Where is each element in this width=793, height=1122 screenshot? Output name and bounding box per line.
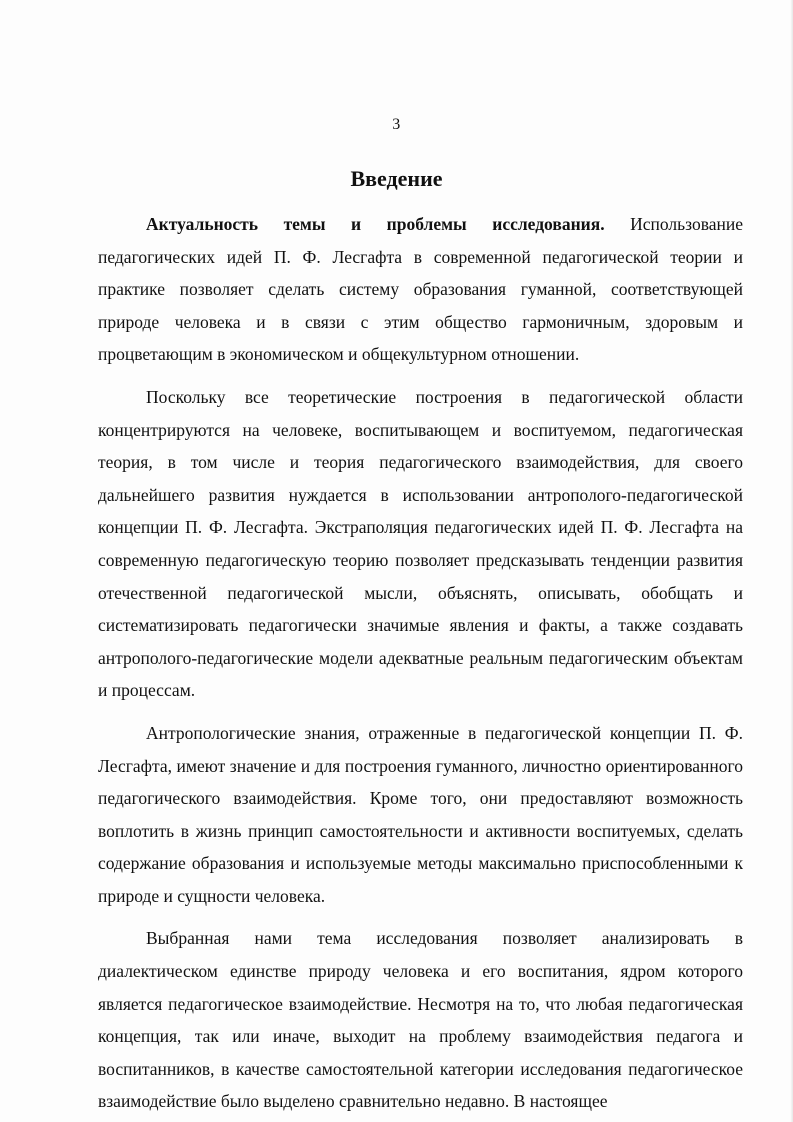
paragraph-anthropology: Антропологические знания, отраженные в педагогической концепции П. Ф. Лесгафта, имеют значение и для построения гуманного, личностно ориентированного педагогического взаимодействия. Кроме того, они предоставляют возможность воплотить в жизнь принцип самостоятельности и активности воспитуемых, сделать содержание образования и используемые методы максимально приспособленными к природе и сущности человека.: [98, 722, 743, 906]
paragraph-relevance: [98, 208, 743, 371]
paragraph-text: Использование педагогических идей П. Ф. Лесгафта в современной педагогической теории и практике позволяет сделать систему образования гуманной, соответствующей природе человека и в связи с этим общество гармоничным, здоровым и процветающим в экономическом и общекультурном отношении.: [98, 214, 743, 365]
page-number: 3: [392, 116, 401, 133]
paragraph-lead-heading: Актуальность темы и проблемы исследования.: [146, 214, 605, 234]
body-text: [98, 208, 743, 1118]
paragraph-theory: Поскольку все теоретические построения в педагогической области концентрируются на человеке, воспитывающем и воспитуемом, педагогическая теория, в том числе и теория педагогического взаимодействия, для своего дальнейшего развития нуждается в использовании антрополого-педагогической концепции П. Ф. Лесгафта. Экстраполяция педагогических идей П. Ф. Лесгафта на современную педагогическую теорию позволяет предсказывать тенденции развития отечественной педагогической мысли, объяснять, описывать, обобщать и систематизировать педагогически значимые явления и факты, а также создавать антрополого-педагогические модели адекватные реальным педагогическим объектам и процессам.: [98, 386, 743, 701]
paragraph-research-topic: Выбранная нами тема исследования позволяет анализировать в диалектическом единстве природу человека и его воспитания, ядром которого является педагогическое взаимодействие. Несмотря на то, что любая педагогическая концепция, так или иначе, выходит на проблему взаимодействия педагога и воспитанников, в качестве самостоятельной категории исследования педагогическое взаимодействие было выделено сравнительно недавно. В настоящее: [98, 928, 743, 1112]
page-title: Введение: [350, 166, 443, 191]
